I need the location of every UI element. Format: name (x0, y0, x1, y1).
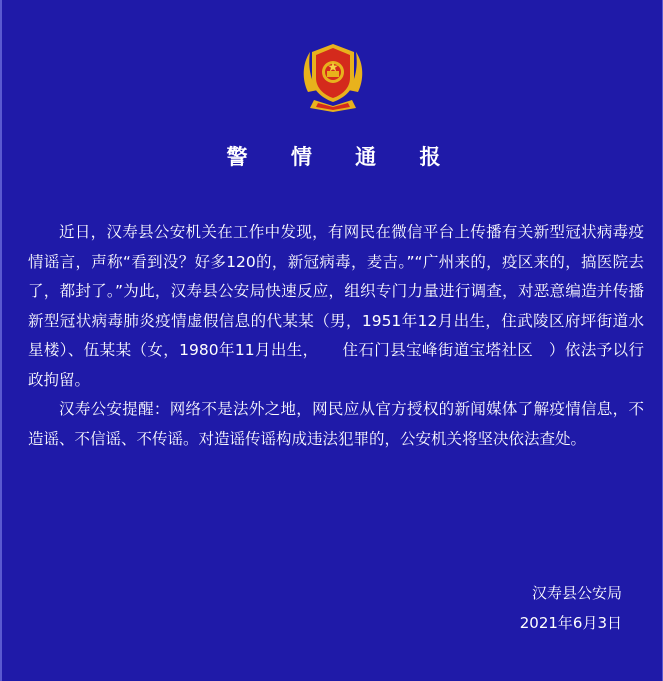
police-emblem-icon (300, 40, 366, 114)
notice-paragraph-1: 近日，汉寿县公安机关在工作中发现，有网民在微信平台上传播有关新型冠状病毒疫情谣言，声称“看到没？好多120的，新冠病毒，麦吉。”“广州来的，疫区来的，搞医院去了，都封了。”为此，汉寿县公安局快速反应，组织专门力量进行调查，对恶意编造并传播新型冠状病毒肺炎疫情虚假信息的代某某（男，1951年12月出生，住武陵区府坪街道水星楼）、伍某某（女，1980年11月出生， 住石门县宝峰街道宝塔社区 ）依法予以行政拘留。 (28, 223, 644, 389)
notice-body (28, 218, 644, 454)
notice-paragraph-2: 汉寿公安提醒：网络不是法外之地，网民应从官方授权的新闻媒体了解疫情信息，不造谣、不信谣、不传谣。对造谣传谣构成违法犯罪的，公安机关将坚决依法查处。 (28, 400, 644, 448)
issue-date: 2021年6月3日 (519, 614, 622, 632)
notice-signature (520, 578, 622, 638)
notice-title: 警 情 通 报 (226, 145, 459, 169)
issuer-name: 汉寿县公安局 (531, 584, 622, 602)
